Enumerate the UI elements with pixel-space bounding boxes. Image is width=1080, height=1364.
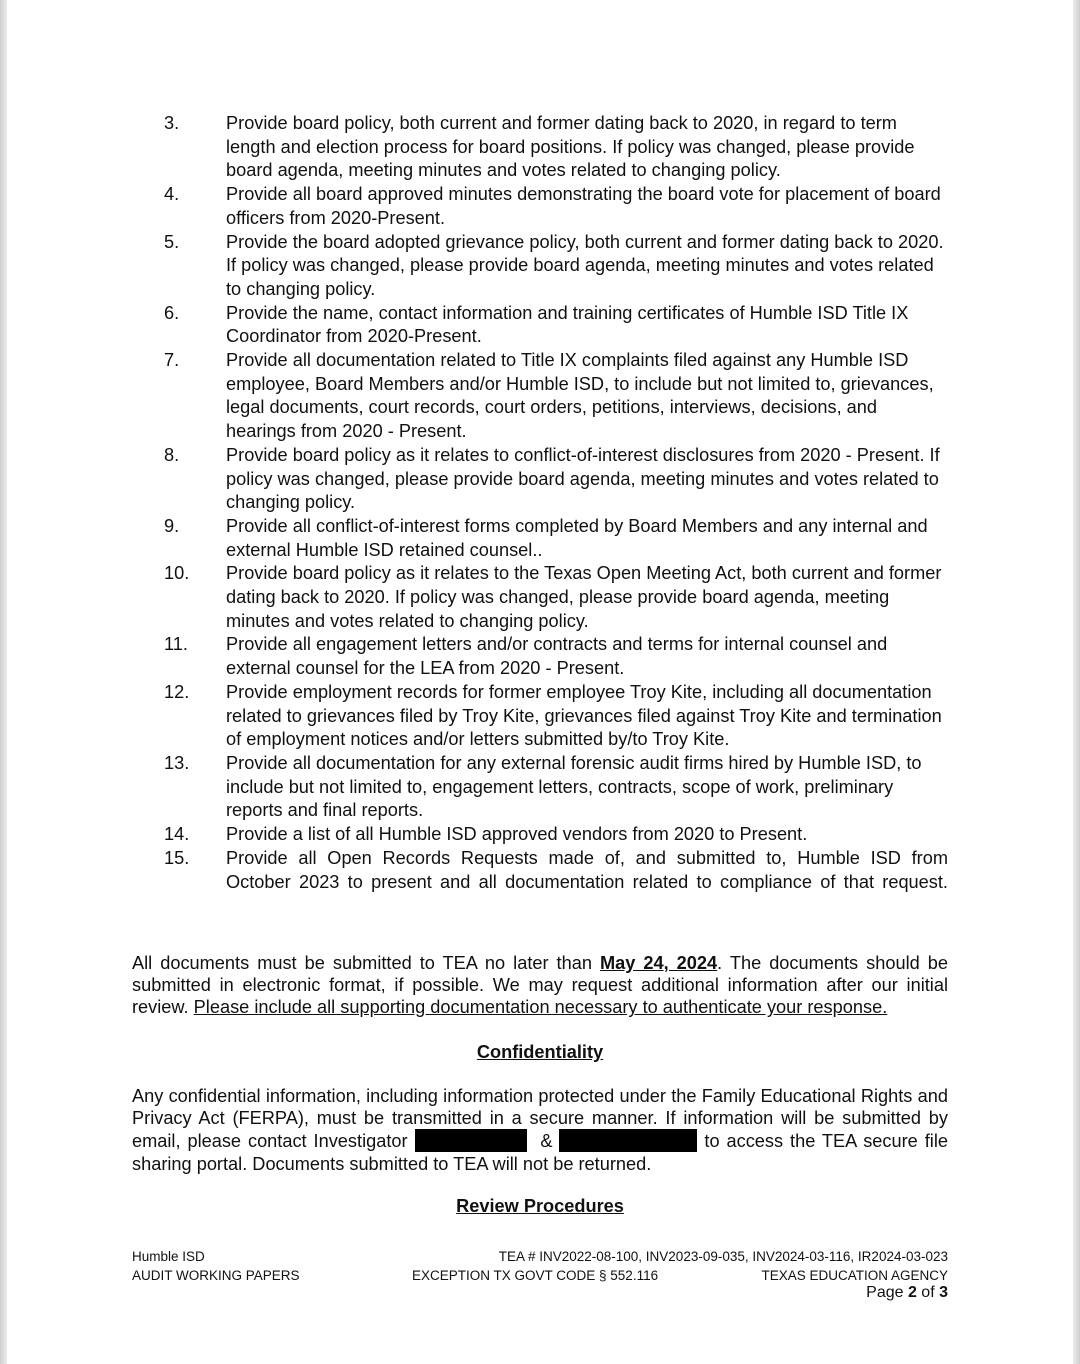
confidentiality-text-start: Any confidential information, including information protected under the Family Educational Rights and Privacy Act (FERPA), must be transmitted in a secure manner. If information will be submitted by email, please contact Investigator — [132, 1086, 948, 1152]
request-number: 6. — [164, 302, 180, 323]
request-text: Provide all board approved minutes demonstrating the board vote for placement of board officers from 2020-Present. — [226, 184, 941, 228]
footer-exception: EXCEPTION TX GOVT CODE § 552.116 — [412, 1268, 659, 1283]
footer-district: Humble ISD — [132, 1249, 205, 1264]
footer-label: AUDIT WORKING PAPERS — [132, 1268, 300, 1283]
request-number: 7. — [164, 350, 180, 371]
request-text: Provide all Open Records Requests made of, and submitted to, Humble ISD from October 2023 to present and all documentation related to compliance of that request. — [226, 847, 948, 892]
request-text: Provide all conflict-of-interest forms completed by Board Members and any internal and external Humble ISD retained counsel.. — [226, 515, 928, 560]
confidentiality-text-end: to access the TEA secure file sharing portal. Documents submitted to TEA will not be returned. — [132, 1131, 948, 1174]
request-item — [0, 515, 1080, 562]
request-number: 9. — [164, 515, 180, 536]
request-item — [0, 752, 1080, 823]
ampersand — [527, 1131, 560, 1151]
request-number: 14. — [164, 824, 190, 845]
request-text: Provide all documentation for any external forensic audit firms hired by Humble ISD, to include but not limited to, engagement letters, contracts, scope of work, preliminary reports and final reports. — [226, 752, 922, 821]
request-text: Provide employment records for former employee Troy Kite, including all documentation related to grievances filed by Troy Kite, grievances filed against Troy Kite and termination of employment notices and/or letters submitted by/to Troy Kite. — [226, 681, 942, 750]
request-text: Provide board policy as it relates to the Texas Open Meeting Act, both current and former dating back to 2020. If policy was changed, please provide board agenda, meeting minutes and votes related to changing policy. — [226, 563, 942, 631]
page-prefix: Page — [866, 1284, 908, 1301]
request-item — [0, 302, 1080, 349]
request-item — [0, 823, 1080, 847]
submission-text-start: All documents must be submitted to TEA no later than — [132, 953, 600, 973]
request-text: Provide all documentation related to Title IX complaints filed against any Humble ISD employee, Board Members and/or Humble ISD, to include but not limited to, grievances, legal documents, court records, court orders, petitions, interviews, decisions, and hearings from 2020 - Present. — [226, 350, 934, 442]
request-item — [0, 847, 1080, 894]
redacted-investigator-name — [415, 1129, 527, 1152]
request-number: 10. — [164, 563, 190, 584]
supporting-documentation-note: Please include all supporting documentation necessary to authenticate your response. — [193, 997, 888, 1018]
request-number: 11. — [164, 634, 188, 655]
page-total: 3 — [939, 1284, 948, 1301]
submission-paragraph — [132, 952, 948, 1019]
request-item — [0, 183, 1080, 230]
submission-text-middle: . The documents should be submitted in electronic format, if possible. We may request additional information after our initial review. — [132, 953, 948, 1018]
request-item — [0, 231, 1080, 302]
request-item — [0, 681, 1080, 752]
request-text: Provide the board adopted grievance policy, both current and former dating back to 2020. If policy was changed, please provide board agenda, meeting minutes and votes related to changing policy. — [226, 231, 944, 299]
request-list — [0, 112, 1080, 894]
footer-tea-numbers: TEA # INV2022-08-100, INV2023-09-035, INV2024-03-116, IR2024-03-023 — [498, 1249, 948, 1264]
page-middle: of — [916, 1284, 940, 1301]
request-number: 4. — [164, 184, 180, 205]
request-item — [0, 633, 1080, 680]
request-number: 15. — [164, 847, 190, 868]
redacted-investigator-name — [559, 1129, 697, 1152]
confidentiality-heading: Confidentiality — [476, 1042, 604, 1062]
request-text: Provide board policy as it relates to conflict-of-interest disclosures from 2020 - Present. If policy was changed, please provide board agenda, meeting minutes and votes related to changing policy. — [226, 444, 940, 513]
request-item — [0, 112, 1080, 183]
page-current: 2 — [907, 1284, 917, 1301]
deadline-date: May 24, 2024 — [599, 953, 718, 973]
request-item — [0, 349, 1080, 444]
request-text: Provide the name, contact information and training certificates of Humble ISD Title IX Coordinator from 2020-Present. — [226, 302, 909, 347]
request-number: 5. — [164, 231, 180, 252]
request-item — [0, 444, 1080, 515]
request-number: 13. — [164, 752, 190, 773]
request-text: Provide all engagement letters and/or contracts and terms for internal counsel and external counsel for the LEA from 2020 - Present. — [226, 634, 888, 679]
review-procedures-heading: Review Procedures — [456, 1196, 624, 1216]
request-number: 3. — [164, 113, 180, 133]
request-item — [0, 562, 1080, 633]
ampersand-text: & — [540, 1131, 553, 1152]
request-text: Provide a list of all Humble ISD approved vendors from 2020 to Present. — [226, 824, 808, 845]
request-number: 8. — [164, 444, 180, 465]
request-text: Provide board policy, both current and former dating back to 2020, in regard to term length and election process for board positions. If policy was changed, please provide board agenda, meeting minutes and votes related to changing policy. — [226, 113, 915, 181]
footer-agency: TEXAS EDUCATION AGENCY — [761, 1268, 948, 1283]
request-number: 12. — [164, 681, 190, 702]
confidentiality-paragraph — [132, 1085, 948, 1175]
footer-left — [132, 1247, 300, 1285]
page-number — [866, 1283, 948, 1303]
